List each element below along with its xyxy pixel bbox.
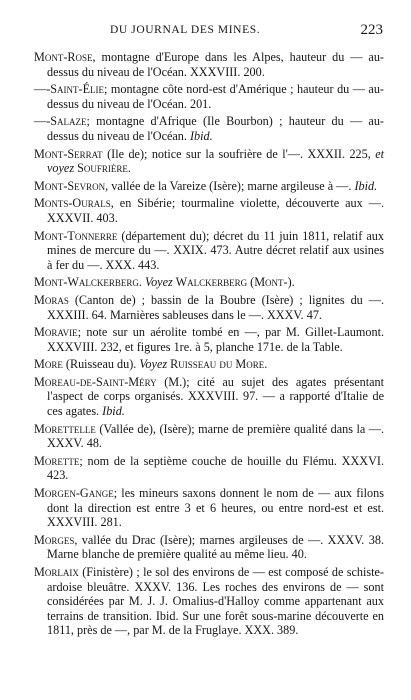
entry-headword: Mont-Walckerberg. <box>34 275 142 290</box>
index-entry <box>34 82 384 111</box>
entry-headword: Mont-Serrat <box>34 146 103 161</box>
index-entries <box>34 50 384 641</box>
entry-italic-ref: et voyez <box>47 146 385 176</box>
entry-headword: Monts-Ourals <box>34 196 111 211</box>
index-entry <box>34 196 384 225</box>
index-entry <box>34 454 384 483</box>
index-entry <box>34 565 384 638</box>
entry-text: ; montagne côte nord-est d'Amérique ; hauteur du — au-dessus du niveau de l'Océan. 201. <box>47 82 384 111</box>
running-head: DU JOURNAL DES MINES. <box>110 24 261 36</box>
page-header <box>0 22 411 42</box>
entry-cross-ref: Soufrière. <box>74 161 131 176</box>
index-entry <box>34 533 384 562</box>
entry-italic-ref: Voyez <box>136 357 168 372</box>
entry-text: (M.); cité au sujet des agates présentant l'aspect de corps organisés. XXXVIII. 97. — a rapporté d'Italie de ces agates. <box>47 374 384 419</box>
index-entry <box>34 375 384 419</box>
entry-text: ; les mineurs saxons donnent le nom de — aux filons dont la direction est entre 3 et 6 heures, ou entre nord-est et est. XXXVIII. 281. <box>47 486 384 530</box>
entry-text: ; note sur un aérolite tombé en —, par M. Gillet-Laumont. XXXVIII. 232, et figures 1re. à 5, planche 171e. de la Table. <box>47 325 384 354</box>
entry-cross-ref: Walckerberg (Mont-). <box>172 275 295 290</box>
entry-headword: —-Saint-Élie <box>34 82 105 97</box>
index-entry <box>34 147 384 176</box>
entry-headword: Moreau-de-Saint-Méry <box>34 374 157 389</box>
page-number: 223 <box>360 22 383 38</box>
entry-italic-ref: Voyez <box>145 275 173 290</box>
entry-text: (département du); décret du 11 juin 1811, relatif aux mines de mercure du —. XXIX. 473. Autre décret relatif aux usines à fer du —. XXX. 443. <box>47 228 384 272</box>
entry-italic-ref: Ibid. <box>186 128 213 143</box>
entry-headword: Morges <box>34 532 75 547</box>
index-entry <box>34 357 384 372</box>
entry-headword: Morettelle <box>34 421 96 436</box>
entry-italic-ref: Ibid. <box>351 178 378 193</box>
index-entry <box>34 114 384 143</box>
index-entry <box>34 486 384 530</box>
entry-headword: —-Salaze <box>34 114 87 129</box>
entry-text: , vallée du Drac (Isère); marnes argileuses de —. XXXV. 38. Marne blanche de première qualité au même lieu. 40. <box>47 532 384 562</box>
entry-text: (Canton de) ; bassin de la Boubre (Isère) ; lignites du —. XXXIII. 64. Marnières sableuses dans le —. XXXV. 47. <box>47 292 384 322</box>
entry-text: (Ile de); notice sur la soufrière de l'—. XXXII. 225, <box>102 146 371 161</box>
index-entry <box>34 275 384 290</box>
index-entry <box>34 293 384 322</box>
entry-text: (Ruisseau du). <box>62 357 137 372</box>
entry-headword: Mont-Rose <box>34 50 93 64</box>
entry-text: , vallée de la Vareize (Isère); marne argileuse à —. <box>105 178 352 193</box>
index-entry <box>34 325 384 354</box>
entry-text: (Finistère) ; le sol des environs de — est composé de schiste-ardoise bleuâtre. XXXV. 136. Les roches des environs de — sont considérées par M. J. J. Omalius-d'Halloy comme appartenant aux terrains de transition. Ibid. Sur une forêt sous-marine découverte en 1811, près de —, par M. de la Fruglaye. XXX. 389. <box>47 565 384 638</box>
entry-text: , en Sibérie; tourmaline violette, découverte aux —. XXXVII. 403. <box>47 196 384 225</box>
index-entry <box>34 229 384 273</box>
entry-text: , montagne d'Europe dans les Alpes, hauteur du — au-dessus du niveau de l'Océan. XXXVIII. 200. <box>47 50 384 79</box>
entry-headword: Mont-Sevron <box>34 178 106 193</box>
entry-text: ; montagne d'Afrique (Ile Bourbon) ; hauteur du — au-dessus du niveau de l'Océan. <box>47 114 384 143</box>
entry-headword: Moras <box>34 292 69 307</box>
index-entry <box>34 179 384 194</box>
entry-text: (Vallée de), (Isère); marne de première qualité dans la —. XXXV. 48. <box>47 421 384 451</box>
index-entry <box>34 422 384 451</box>
entry-headword: More <box>34 357 63 372</box>
entry-headword: Morette <box>34 453 80 468</box>
entry-italic-ref: Ibid. <box>99 404 125 419</box>
entry-headword: Morlaix <box>34 565 79 579</box>
entry-headword: Morgen-Gange <box>34 486 114 501</box>
entry-text: ; nom de la septième couche de houille du Flému. XXXVI. 423. <box>47 453 384 483</box>
entry-headword: Moravie <box>34 325 78 340</box>
entry-cross-ref: Ruisseau du More. <box>167 357 268 372</box>
entry-headword: Mont-Tonnerre <box>34 228 118 243</box>
index-entry <box>34 50 384 79</box>
